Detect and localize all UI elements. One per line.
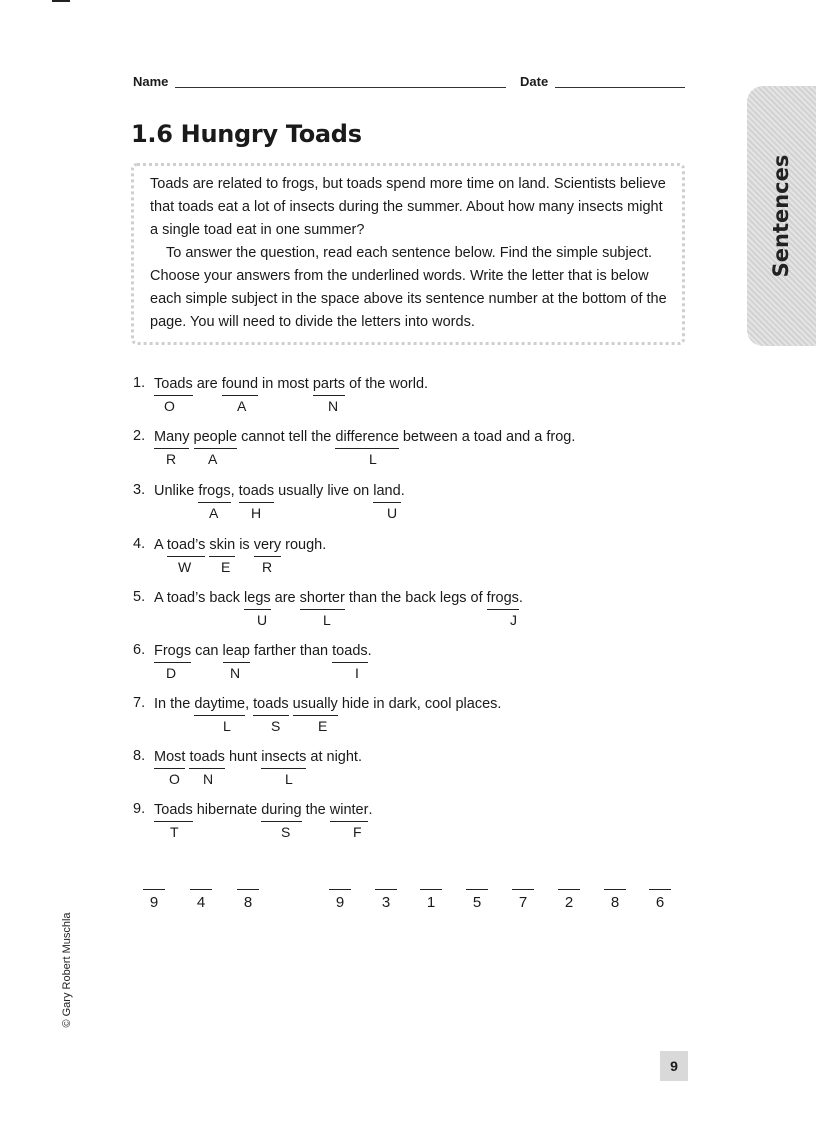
answer-blank[interactable] xyxy=(558,877,580,913)
underlined-word: winter xyxy=(330,801,369,822)
sentence-text: of the world. xyxy=(345,376,429,392)
underlined-word: Frogs xyxy=(154,642,191,663)
answer-letter: L xyxy=(285,771,293,787)
item-sentence xyxy=(154,375,428,396)
item-number: 6. xyxy=(133,642,146,658)
underlined-word: found xyxy=(222,375,258,396)
blank-number: 5 xyxy=(472,894,482,911)
sentence-text: Unlike xyxy=(154,483,199,499)
answer-letter: O xyxy=(169,771,180,787)
underlined-word: toads xyxy=(332,642,367,663)
answer-blank[interactable] xyxy=(329,877,351,913)
answer-letter: S xyxy=(271,718,281,734)
blank-number: 8 xyxy=(610,894,620,911)
answer-blank[interactable] xyxy=(190,877,212,913)
sentence-text: hibernate xyxy=(192,802,262,818)
sentence-item-4 xyxy=(133,536,693,584)
answer-blank[interactable] xyxy=(420,877,442,913)
sentence-item-2 xyxy=(133,428,693,476)
date-label: Date xyxy=(520,74,549,89)
answer-blank[interactable] xyxy=(649,877,671,913)
item-sentence xyxy=(154,748,362,769)
item-number: 5. xyxy=(133,589,146,605)
answer-blank[interactable] xyxy=(143,877,165,913)
name-field[interactable] xyxy=(175,87,506,88)
sentence-text: , xyxy=(230,483,239,499)
intro-text xyxy=(150,173,670,334)
item-sentence xyxy=(154,642,372,663)
crop-mark xyxy=(52,0,70,2)
item-number: 1. xyxy=(133,375,146,391)
item-sentence xyxy=(154,589,523,610)
name-date-row xyxy=(133,74,685,94)
answer-letter: R xyxy=(262,559,273,575)
intro-box xyxy=(131,163,685,345)
intro-paragraph-2: To answer the question, read each sentence below. Find the simple subject. Choose your answers from the underlined words. Write the letter that is below each simple subject in the space above its sentence number at the bottom of the page. You will need to divide the letters into words. xyxy=(150,245,667,330)
underlined-word: difference xyxy=(335,428,398,449)
answer-letter: O xyxy=(164,398,175,414)
sentence-text: A xyxy=(154,537,167,553)
item-number: 3. xyxy=(133,482,146,498)
blank-number: 9 xyxy=(335,894,345,911)
answer-letter: L xyxy=(323,612,331,628)
answer-letter: N xyxy=(203,771,214,787)
answer-letter: J xyxy=(510,612,517,628)
item-number: 9. xyxy=(133,801,146,817)
item-sentence xyxy=(154,428,575,449)
underlined-word: toads xyxy=(189,748,224,769)
answer-letter: U xyxy=(257,612,268,628)
answer-letter: U xyxy=(387,505,398,521)
sentence-item-7 xyxy=(133,695,693,743)
item-sentence xyxy=(154,536,326,557)
underlined-word: leap xyxy=(223,642,250,663)
answer-letter: R xyxy=(166,451,177,467)
underlined-word: Most xyxy=(154,748,185,769)
underlined-word: toad’s xyxy=(167,536,205,557)
sentence-text: at night. xyxy=(306,749,362,765)
answer-letter: D xyxy=(166,665,177,681)
sentence-text: cannot tell the xyxy=(237,429,336,445)
underlined-word: legs xyxy=(244,589,271,610)
sentence-text: is xyxy=(235,537,254,553)
item-number: 7. xyxy=(133,695,146,711)
sentence-text: the xyxy=(301,802,330,818)
page-number: 9 xyxy=(660,1051,688,1081)
underlined-word: land xyxy=(373,482,400,503)
item-number: 8. xyxy=(133,748,146,764)
underlined-word: shorter xyxy=(300,589,345,610)
section-tab-label: Sentences xyxy=(769,154,793,278)
sentence-text: between a toad and a frog. xyxy=(398,429,576,445)
underlined-word: skin xyxy=(209,536,235,557)
sentence-item-3 xyxy=(133,482,693,530)
sentence-text: rough. xyxy=(281,537,327,553)
sentence-text: hide in dark, cool places. xyxy=(337,696,502,712)
sentence-text: hunt xyxy=(224,749,262,765)
sentence-text: can xyxy=(191,643,223,659)
blank-number: 7 xyxy=(518,894,528,911)
section-tab xyxy=(747,86,816,346)
answer-letter: A xyxy=(209,505,219,521)
page-title: 1.6 Hungry Toads xyxy=(131,120,362,148)
sentence-item-5 xyxy=(133,589,693,637)
underlined-word: Many xyxy=(154,428,189,449)
underlined-word: frogs xyxy=(198,482,230,503)
sentence-text: are xyxy=(192,376,222,392)
blank-number: 9 xyxy=(149,894,159,911)
answer-letter: A xyxy=(208,451,218,467)
sentence-text: A toad’s back xyxy=(154,590,245,606)
underlined-word: Toads xyxy=(154,375,193,396)
blank-number: 4 xyxy=(196,894,206,911)
underlined-word: daytime xyxy=(194,695,245,716)
underlined-word: insects xyxy=(261,748,306,769)
sentence-item-9 xyxy=(133,801,693,849)
answer-letter: S xyxy=(281,824,291,840)
blank-number: 8 xyxy=(243,894,253,911)
answer-blank[interactable] xyxy=(375,877,397,913)
blank-number: 1 xyxy=(426,894,436,911)
underlined-word: usually xyxy=(293,695,338,716)
answer-blank[interactable] xyxy=(237,877,259,913)
sentence-text: than the back legs of xyxy=(344,590,487,606)
underlined-word: during xyxy=(261,801,301,822)
blank-number: 2 xyxy=(564,894,574,911)
underlined-word: people xyxy=(194,428,238,449)
underlined-word: toads xyxy=(239,482,274,503)
answer-letter: N xyxy=(328,398,339,414)
underlined-word: frogs xyxy=(487,589,519,610)
answer-letter: T xyxy=(170,824,179,840)
item-sentence xyxy=(154,482,405,503)
underlined-word: parts xyxy=(313,375,345,396)
answer-letter: E xyxy=(221,559,231,575)
answer-letter: H xyxy=(251,505,262,521)
answer-letter: L xyxy=(223,718,231,734)
sentence-text: , xyxy=(245,696,254,712)
answer-blank[interactable] xyxy=(512,877,534,913)
answer-letter: N xyxy=(230,665,241,681)
date-field[interactable] xyxy=(555,87,685,88)
sentence-text: . xyxy=(518,590,523,606)
sentence-text: are xyxy=(270,590,300,606)
answer-letter: F xyxy=(353,824,362,840)
blank-number: 6 xyxy=(655,894,665,911)
answer-blank[interactable] xyxy=(604,877,626,913)
item-number: 2. xyxy=(133,428,146,444)
underlined-word: toads xyxy=(253,695,288,716)
underlined-word: Toads xyxy=(154,801,193,822)
underlined-word: very xyxy=(254,536,281,557)
sentence-text: . xyxy=(368,802,373,818)
sentence-item-8 xyxy=(133,748,693,796)
name-label: Name xyxy=(133,74,169,89)
sentence-text: . xyxy=(400,483,405,499)
intro-paragraph-1: Toads are related to frogs, but toads spend more time on land. Scientists believe that toads eat a lot of insects during the summer. About how many insects might a single toad eat in one summer? xyxy=(150,176,666,238)
answer-letter: I xyxy=(355,665,359,681)
item-sentence xyxy=(154,695,501,716)
sentence-text: farther than xyxy=(249,643,333,659)
sentence-text: . xyxy=(367,643,372,659)
answer-blanks xyxy=(0,877,816,917)
sentence-item-6 xyxy=(133,642,693,690)
item-number: 4. xyxy=(133,536,146,552)
sentence-text: usually live on xyxy=(274,483,374,499)
blank-number: 3 xyxy=(381,894,391,911)
answer-letter: L xyxy=(369,451,377,467)
copyright-notice: © Gary Robert Muschla xyxy=(61,912,73,1028)
sentence-item-1 xyxy=(133,375,693,423)
sentence-text: In the xyxy=(154,696,195,712)
answer-letter: W xyxy=(178,559,192,575)
answer-letter: A xyxy=(237,398,247,414)
answer-blank[interactable] xyxy=(466,877,488,913)
sentence-text: in most xyxy=(258,376,313,392)
item-sentence xyxy=(154,801,372,822)
answer-letter: E xyxy=(318,718,328,734)
